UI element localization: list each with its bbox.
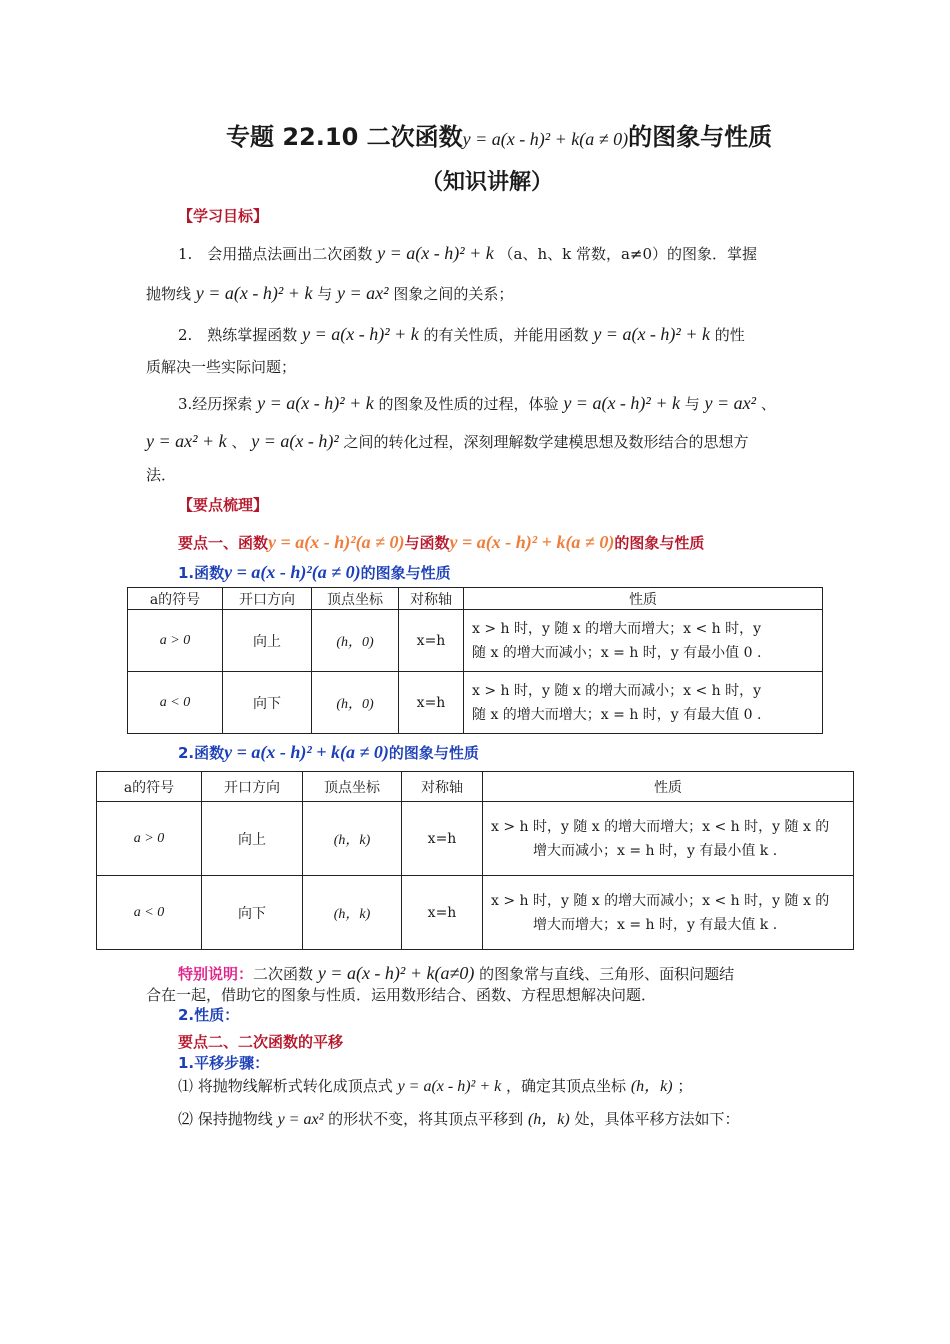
- sign-cell: a < 0: [97, 876, 202, 950]
- section-1-text-a: 1.函数: [178, 564, 225, 582]
- section-1-formula: y = a(x - h)²(a ≠ 0): [224, 562, 361, 582]
- special-note-text-b: 的图象常与直线、三角形、面积问题结: [479, 965, 735, 983]
- vertex-cell: (h，k): [303, 876, 402, 950]
- table-1-col-prop: 性质: [464, 588, 823, 610]
- special-note-text-a: 二次函数: [253, 965, 314, 983]
- step-2-formula: y = ax²: [277, 1111, 324, 1128]
- direction-cell: 向下: [223, 672, 312, 734]
- step-1-vertex: (h，k): [630, 1078, 673, 1095]
- step-1-text-c: ；: [677, 1077, 693, 1095]
- table-row: [128, 610, 823, 672]
- goal-item-2-line2: 质解决一些实际问题；: [146, 358, 297, 376]
- sign-cell: a < 0: [128, 672, 223, 734]
- table-1-col-dir: 开口方向: [223, 588, 312, 610]
- goal-item-1-line1: [178, 242, 757, 265]
- properties-heading: 2.性质：: [178, 1006, 240, 1024]
- table-2-col-dir: 开口方向: [202, 772, 303, 802]
- step-2-vertex: (h，k): [527, 1111, 570, 1128]
- table-1-col-axis: 对称轴: [399, 588, 464, 610]
- step-1: [178, 1075, 692, 1098]
- section-2-text-a: 2.函数: [178, 744, 225, 762]
- goal-3-text-a: 3.经历探索: [178, 395, 253, 413]
- special-note-line1: [178, 962, 734, 985]
- goal-item-1-line2: [146, 282, 513, 305]
- point-1-heading: [178, 532, 704, 553]
- goal-1-formula-2: y = a(x - h)² + k: [195, 283, 313, 303]
- table-2-col-sign: a的符号: [97, 772, 202, 802]
- section-1-heading: [178, 562, 451, 583]
- property-cell: [464, 610, 823, 672]
- section-2-text-b: 的图象与性质: [388, 744, 479, 762]
- goal-2-text-a: 2. 熟练掌握函数: [178, 326, 298, 344]
- table-1: [127, 587, 823, 734]
- points-heading: 【要点梳理】: [178, 496, 269, 514]
- translation-steps-heading: 1.平移步骤：: [178, 1054, 270, 1072]
- step-2-text-a: ⑵ 保持抛物线: [178, 1110, 273, 1128]
- property-line-2: 随 x 的增大而减小；x = h 时，y 有最小值 0 .: [472, 644, 762, 661]
- goal-item-2-line1: [178, 323, 745, 346]
- sign-cell: a > 0: [128, 610, 223, 672]
- special-note-formula: y = a(x - h)² + k(a≠0): [317, 963, 475, 983]
- goal-item-3-line2: [146, 430, 749, 453]
- goal-3-formula: y = a(x - h)² + k: [257, 393, 374, 413]
- page-title: [226, 117, 772, 152]
- title-formula: y = a(x - h)² + k(a ≠ 0): [462, 129, 629, 149]
- special-note-label: 特别说明：: [178, 965, 254, 983]
- property-line-1: x > h 时，y 随 x 的增大而增大；x < h 时，y: [472, 620, 762, 637]
- step-2-text-b: 的形状不变，将其顶点平移到: [328, 1110, 524, 1128]
- axis-cell: x=h: [402, 802, 483, 876]
- title-prefix: 专题 22.10 二次函数: [226, 123, 463, 151]
- point-1-formula: y = a(x - h)²(a ≠ 0): [268, 532, 405, 552]
- goal-1-formula-3: y = ax²: [337, 283, 389, 303]
- special-note-line2: 合在一起，借助它的图象与性质．运用数形结合、函数、方程思想解决问题．: [146, 986, 657, 1004]
- goal-2-formula-2: y = a(x - h)² + k: [593, 324, 710, 344]
- table-row: [97, 876, 854, 950]
- goal-2-formula: y = a(x - h)² + k: [302, 324, 419, 344]
- table-2-col-prop: 性质: [483, 772, 854, 802]
- property-cell: [483, 802, 854, 876]
- step-1-formula: y = a(x - h)² + k: [397, 1078, 502, 1095]
- direction-cell: 向上: [223, 610, 312, 672]
- table-row: [128, 672, 823, 734]
- goal-1-text-a: 1. 会用描点法画出二次函数: [178, 245, 373, 263]
- point-1-formula-2: y = a(x - h)² + k(a ≠ 0): [449, 532, 615, 552]
- page-subtitle: （知识讲解）: [421, 170, 554, 195]
- property-line-1: x > h 时，y 随 x 的增大而减小；x < h 时，y 随 x 的: [491, 892, 830, 909]
- axis-cell: x=h: [399, 672, 464, 734]
- section-1-text-b: 的图象与性质: [360, 564, 451, 582]
- goal-3-text-e: 、: [231, 433, 247, 451]
- point-2-heading: 要点二、二次函数的平移: [178, 1033, 344, 1051]
- property-line-2: 随 x 的增大而增大；x = h 时，y 有最大值 0 .: [472, 706, 762, 723]
- table-2-header-row: [97, 772, 854, 802]
- table-2-col-axis: 对称轴: [402, 772, 483, 802]
- goal-3-text-d: 、: [760, 395, 776, 413]
- goal-2-text-c: 的性: [714, 326, 745, 344]
- goal-1-text-c: 抛物线: [146, 285, 192, 303]
- goal-3-formula-3: y = ax²: [704, 393, 757, 413]
- goal-item-3-line1: [178, 392, 776, 415]
- vertex-cell: (h，0): [312, 610, 399, 672]
- section-2-heading: [178, 742, 479, 763]
- title-suffix: 的图象与性质: [628, 123, 773, 151]
- axis-cell: x=h: [402, 876, 483, 950]
- goal-1-text-b: （a、h、k 常数，a≠0）的图象．掌握: [498, 245, 758, 263]
- property-cell: [483, 876, 854, 950]
- goal-1-text-e: 图象之间的关系；: [393, 285, 514, 303]
- goals-heading: 【学习目标】: [178, 207, 269, 225]
- goal-3-formula-5: y = a(x - h)²: [251, 431, 339, 451]
- table-row: [97, 802, 854, 876]
- property-line-1: x > h 时，y 随 x 的增大而增大；x < h 时，y 随 x 的: [491, 818, 830, 835]
- axis-cell: x=h: [399, 610, 464, 672]
- table-1-col-vertex: 顶点坐标: [312, 588, 399, 610]
- sign-cell: a > 0: [97, 802, 202, 876]
- step-2-text-c: 处，具体平移方法如下：: [574, 1110, 740, 1128]
- property-cell: [464, 672, 823, 734]
- goal-item-3-line3: 法．: [146, 466, 177, 484]
- step-1-text-a: ⑴ 将抛物线解析式转化成顶点式: [178, 1077, 393, 1095]
- goal-3-text-g: 之间的转化过程，深刻理解数学建模思想及数形结合的思想方: [343, 433, 749, 451]
- point-1-text-b: 与函数: [404, 534, 450, 552]
- goal-3-formula-2: y = a(x - h)² + k: [563, 393, 680, 413]
- vertex-cell: (h，0): [312, 672, 399, 734]
- table-1-header-row: [128, 588, 823, 610]
- section-2-formula: y = a(x - h)² + k(a ≠ 0): [224, 742, 389, 762]
- table-2: [96, 771, 854, 950]
- table-2-col-vertex: 顶点坐标: [303, 772, 402, 802]
- goal-2-text-b: 的有关性质，并能用函数: [423, 326, 589, 344]
- vertex-cell: (h，k): [303, 802, 402, 876]
- direction-cell: 向上: [202, 802, 303, 876]
- step-1-text-b: ，确定其顶点坐标: [506, 1077, 627, 1095]
- goal-3-formula-4: y = ax² + k: [146, 431, 227, 451]
- property-line-2: 增大而增大；x = h 时，y 有最大值 k .: [533, 916, 778, 933]
- point-1-text-c: 的图象与性质: [614, 534, 705, 552]
- step-2: [178, 1108, 740, 1131]
- goal-1-text-d: 与: [317, 285, 333, 303]
- property-line-1: x > h 时，y 随 x 的增大而减小；x < h 时，y: [472, 682, 762, 699]
- goal-3-text-b: 的图象及性质的过程，体验: [378, 395, 559, 413]
- direction-cell: 向下: [202, 876, 303, 950]
- goal-3-text-c: 与: [684, 395, 700, 413]
- goal-1-formula: y = a(x - h)² + k: [377, 243, 494, 263]
- property-line-2: 增大而减小；x = h 时，y 有最小值 k .: [533, 842, 778, 859]
- point-1-text-a: 要点一、函数: [178, 534, 269, 552]
- table-1-col-sign: a的符号: [128, 588, 223, 610]
